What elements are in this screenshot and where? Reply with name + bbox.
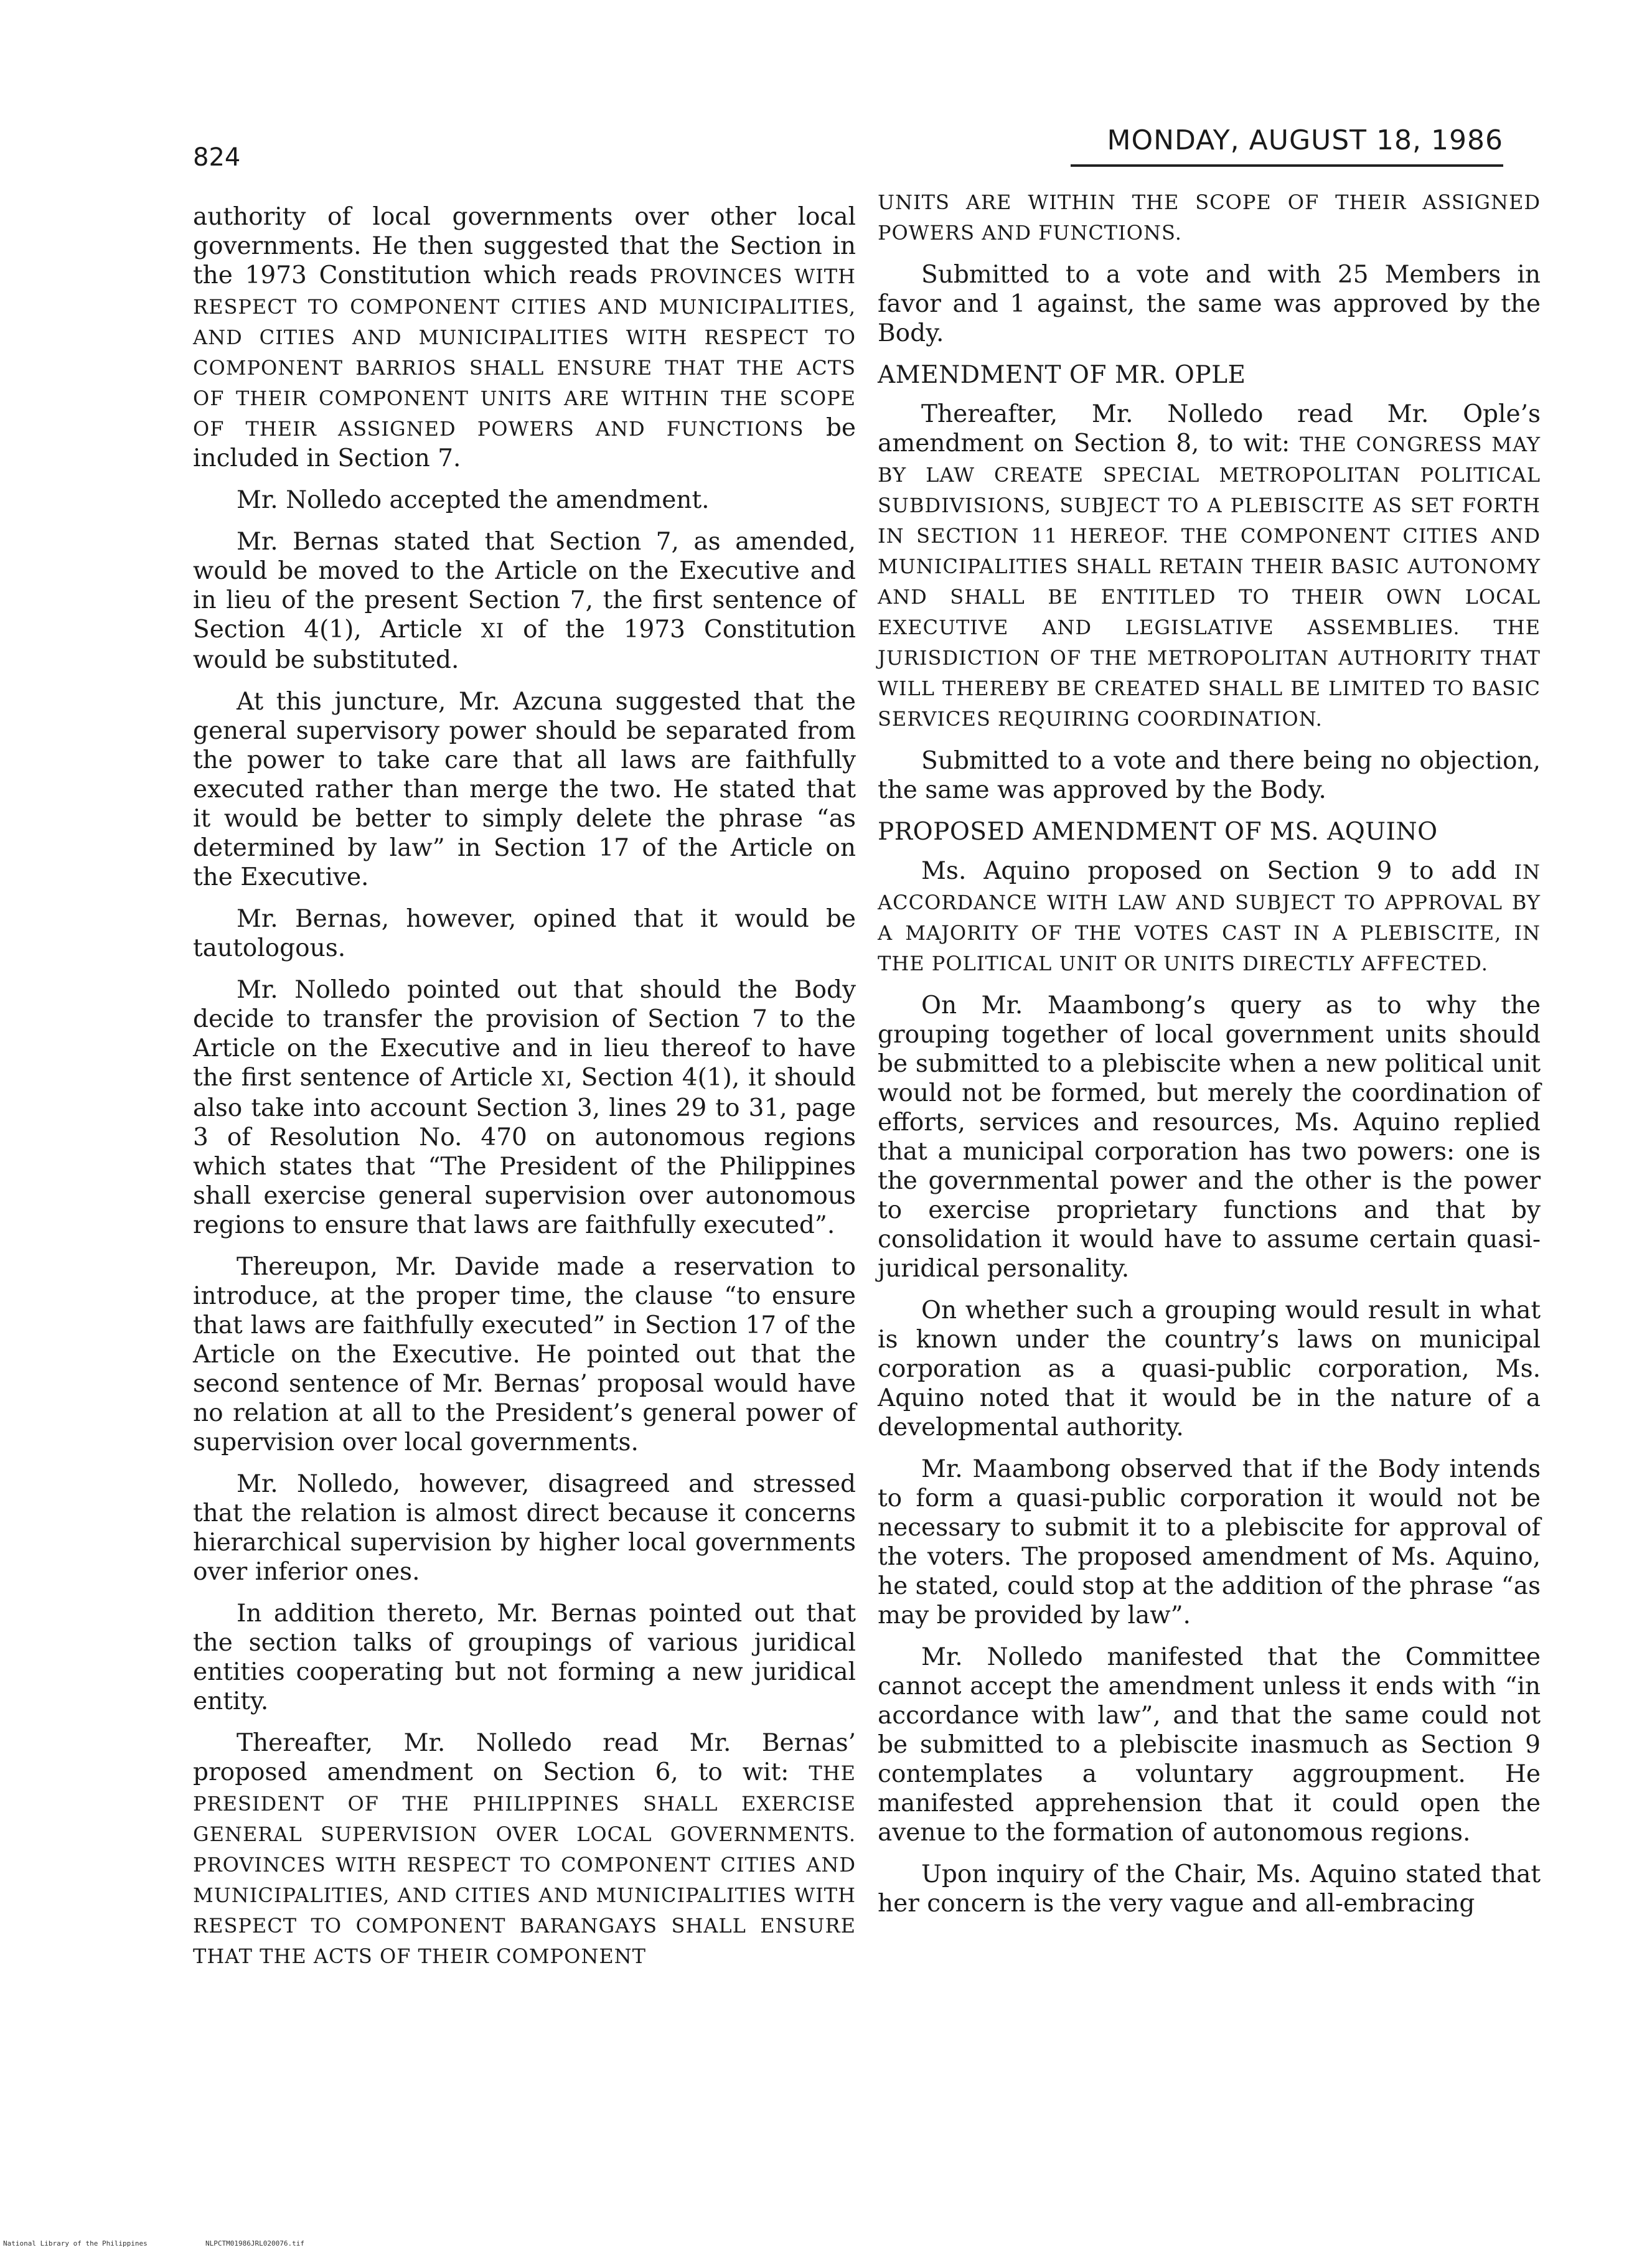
paragraph: Thereupon, Mr. Davide made a reservation to introduce, at the proper time, the clause “to ensure that laws are faithfully executed” in Section 17 of the Article on the Executive. He pointed out that the second sentence of Mr. Bernas’ proposal would have no relation at all to the President’s general power of supervision over local governments. bbox=[193, 1253, 856, 1456]
footer-file: NLPCTM01986JRL020076.tif bbox=[205, 2239, 304, 2248]
paragraph: Upon inquiry of the Chair, Ms. Aquino stated that her concern is the very vague and all-embracing bbox=[878, 1860, 1541, 1918]
paragraph: Mr. Nolledo manifested that the Committee cannot accept the amendment unless it ends with “in accordance with law”, and that the same could not be submitted to a plebiscite inasmuch as Section 9 contemplates a voluntary aggroupment. He manifested apprehension that it could open the avenue to the formation of autonomous regions. bbox=[878, 1643, 1541, 1847]
page-number: 824 bbox=[193, 143, 241, 172]
section-heading: PROPOSED AMENDMENT OF MS. AQUINO bbox=[878, 818, 1438, 846]
paragraph: On Mr. Maambong’s query as to why the grouping together of local government units should be submitted to a plebiscite when a new political unit would not be formed, but merely the coordination of efforts, services and resources, Ms. Aquino replied that a municipal corporation has two powers: one is the governmental power and the other is the power to exercise proprietary functions and that by consolidation it would have to assume certain quasi-juridical personality. bbox=[878, 991, 1541, 1283]
paragraph: Mr. Maambong observed that if the Body intends to form a quasi-public corporation it would not be necessary to submit it to a plebiscite for approval of the voters. The proposed amendment of Ms. Aquino, he stated, could stop at the addition of the phrase “as may be provided by law”. bbox=[878, 1455, 1541, 1629]
paragraph: Thereafter, Mr. Nolledo read Mr. Bernas’ proposed amendment on Section 6, to wit: THE PRESIDENT OF THE PHILIPPINES SHALL EXERCISE GENERAL SUPERVISION OVER LOCAL GOVERNMENTS. PROVINCES WITH RESPECT TO COMPONENT CITIES AND MUNICIPALITIES, AND CITIES AND MUNICIPALITIES WITH RESPECT TO COMPONENT BARANGAYS SHALL ENSURE THAT THE ACTS OF THEIR COMPONENT bbox=[193, 1729, 856, 1968]
paragraph: Submitted to a vote and with 25 Members in favor and 1 against, the same was approved by the Body. bbox=[878, 261, 1541, 347]
header-rule bbox=[1071, 164, 1503, 167]
paragraph: On whether such a grouping would result in what is known under the country’s laws on municipal corporation as a quasi-public corporation, Ms. Aquino noted that it would be in the nature of a developmental authority. bbox=[878, 1296, 1541, 1441]
paragraph: Mr. Bernas stated that Section 7, as amended, would be moved to the Article on the Executive and in lieu of the present Section 7, the first sentence of Section 4(1), Article XI of the 1973 Constitution would be substituted. bbox=[193, 528, 856, 674]
right-column bbox=[878, 187, 1541, 1931]
paragraph: authority of local governments over other local governments. He then suggested that the Section in the 1973 Constitution which reads PROVINCES WITH RESPECT TO COMPONENT CITIES AND MUNICIPALITIES, AND CITIES AND MUNICIPALITIES WITH RESPECT TO COMPONENT BARRIOS SHALL ENSURE THAT THE ACTS OF THEIR COMPONENT UNITS ARE WITHIN THE SCOPE OF THEIR ASSIGNED POWERS AND FUNCTIONS be included in Section 7. bbox=[193, 203, 857, 472]
paragraph: Mr. Nolledo pointed out that should the Body decide to transfer the provision of Section 7 to the Article on the Executive and in lieu thereof to have the first sentence of Article XI, Section 4(1), it should also take into account Section 3, lines 29 to 31, page 3 of Resolution No. 470 on autonomous regions which states that “The President of the Philippines shall exercise general supervision over autonomous regions to ensure that laws are faithfully executed”. bbox=[193, 976, 856, 1239]
paragraph: Thereafter, Mr. Nolledo read Mr. Ople’s amendment on Section 8, to wit: THE CONGRESS MAY BY LAW CREATE SPECIAL METROPOLITAN POLITICAL SUBDIVISIONS, SUBJECT TO A PLEBISCITE AS SET FORTH IN SECTION 11 HEREOF. THE COMPONENT CITIES AND MUNICIPALITIES SHALL RETAIN THEIR BASIC AUTONOMY AND SHALL BE ENTITLED TO THEIR OWN LOCAL EXECUTIVE AND LEGISLATIVE ASSEMBLIES. THE JURISDICTION OF THE METROPOLITAN AUTHORITY THAT WILL THEREBY BE CREATED SHALL BE LIMITED TO BASIC SERVICES REQUIRING COORDINATION. bbox=[878, 400, 1541, 731]
section-heading: AMENDMENT OF MR. OPLE bbox=[878, 361, 1246, 389]
paragraph: Submitted to a vote and there being no objection, the same was approved by the Body. bbox=[878, 747, 1541, 804]
footer-library: National Library of the Philippines bbox=[3, 2239, 148, 2248]
paragraph: Ms. Aquino proposed on Section 9 to add IN ACCORDANCE WITH LAW AND SUBJECT TO APPROVAL BY A MAJORITY OF THE VOTES CAST IN A PLEBISCITE, IN THE POLITICAL UNIT OR UNITS DIRECTLY AFFECTED. bbox=[878, 857, 1541, 975]
paragraph: In addition thereto, Mr. Bernas pointed out that the section talks of groupings of various juridical entities cooperating but not forming a new juridical entity. bbox=[193, 1600, 856, 1715]
paragraph: Mr. Bernas, however, opined that it would be tautologous. bbox=[193, 905, 856, 962]
paragraph: At this juncture, Mr. Azcuna suggested that the general supervisory power should be separated from the power to take care that all laws are faithfully executed rather than merge the two. He stated that it would be better to simply delete the phrase “as determined by law” in Section 17 of the Article on the Executive. bbox=[193, 688, 856, 891]
left-column bbox=[193, 202, 856, 1984]
paragraph: Mr. Nolledo, however, disagreed and stressed that the relation is almost direct because it concerns hierarchical supervision by higher local governments over inferior ones. bbox=[193, 1470, 856, 1586]
paragraph: Mr. Nolledo accepted the amendment. bbox=[237, 486, 710, 514]
paragraph: UNITS ARE WITHIN THE SCOPE OF THEIR ASSIGNED POWERS AND FUNCTIONS. bbox=[878, 190, 1541, 245]
page-header bbox=[193, 112, 1503, 180]
header-date: MONDAY, AUGUST 18, 1986 bbox=[1107, 124, 1503, 156]
